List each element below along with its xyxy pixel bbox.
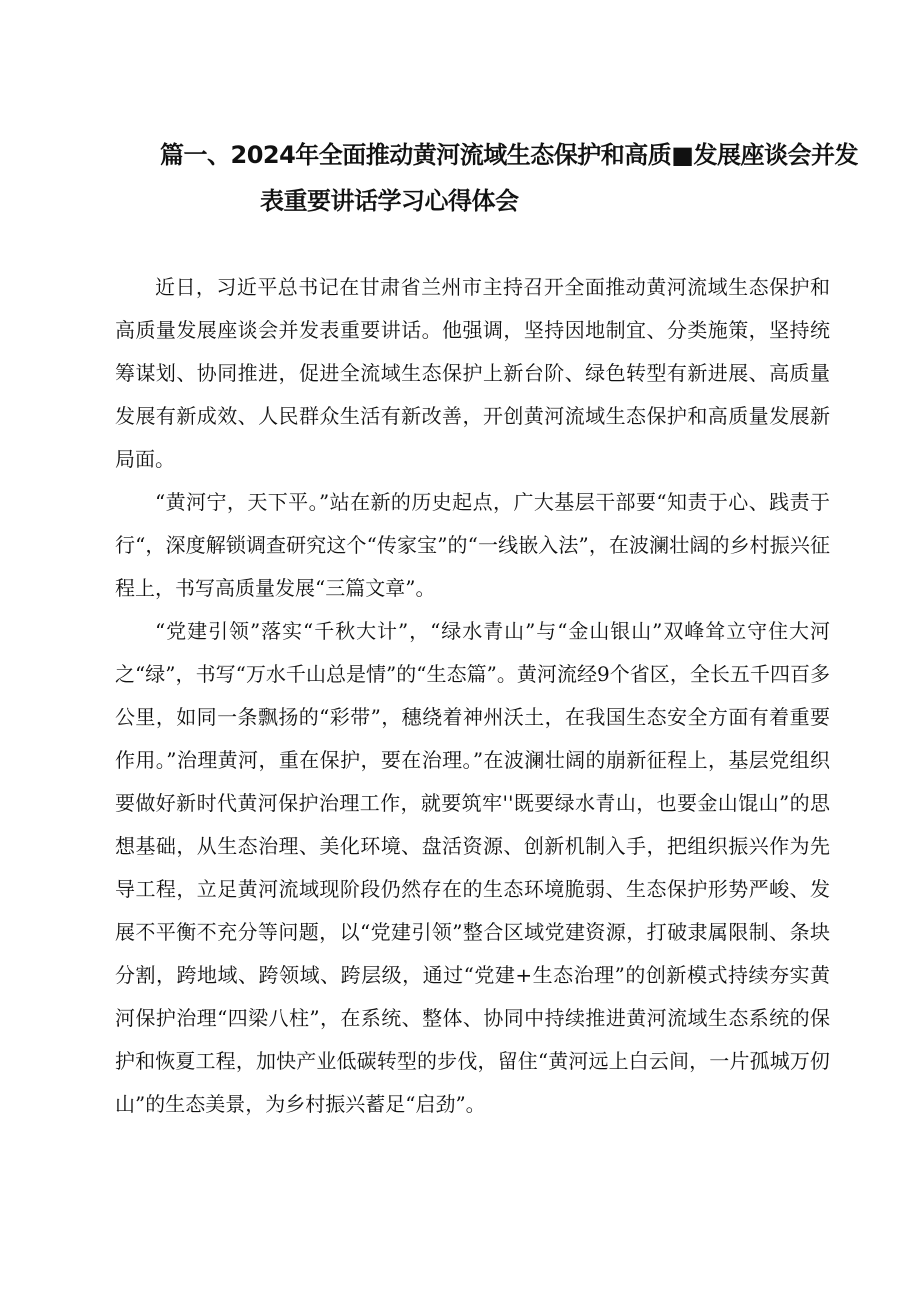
document-body [115,266,830,1126]
paragraph-2: “黄河宁，天下平。”站在新的历史起点，广大基层干部要“知责于心、践责于行“，深度解锁调查研究这个“传家宝”的“一线嵌入法”，在波澜壮阔的乡村振兴征程上，书写高质量发展“三篇文章”。 [115,490,830,600]
document-title [160,132,858,224]
paragraph-1: 近日，习近平总书记在甘肃省兰州市主持召开全面推动黄河流域生态保护和高质量发展座谈会并发表重要讲话。他强调，坚持因地制宜、分类施策，坚持统筹谋划、协同推进，促进全流域生态保护上新台阶、绿色转型有新进展、高质量发展有新成效、人民群众生活有新改善，开创黄河流域生态保护和高质量发展新局面。 [115,275,830,471]
title-line-2: 表重要讲话学习心得体会 [260,187,519,215]
paragraph-3: “党建引领”落实“千秋大计”，“绿水青山”与“金山银山”双峰耸立守住大河之“绿”，书写“万水千山总是情”的“生态篇”。黄河流经9个省区，全长五千四百多公里，如同一条飘扬的“彩带”，穗绕着神州沃土，在我国生态安全方面有着重要作用。”治理黄河，重在保护，要在治理。”在波澜壮阔的崩新征程上，基层党组织要做好新时代黄河保护治理工作，就要筑牢''既要绿水青山，也要金山馄山”的思想基础，从生态治理、美化环境、盘活资源、创新机制入手，把组织振兴作为先导工程，立足黄河流域现阶段仍然存在的生态环境脆弱、生态保护形势严峻、发展不平衡不充分等问题，以“党建引领”整合区域党建资源，打破隶属限制、条块分割，跨地域、跨领域、跨层级，通过“党建+生态治理”的创新模式持续夯实黄河保护治理“四梁八柱”，在系统、整体、协同中持续推进黄河流域生态系统的保护和恢夏工程，加快产业低碳转型的步伐，留住“黄河远上白云间，一片孤城万仞山”的生态美景，为乡村振兴蓄足“启劲”。 [115,619,830,1116]
title-line-1: 篇一、2024年全面推动黄河流域生态保护和高质■发展座谈会并发 [160,141,858,169]
